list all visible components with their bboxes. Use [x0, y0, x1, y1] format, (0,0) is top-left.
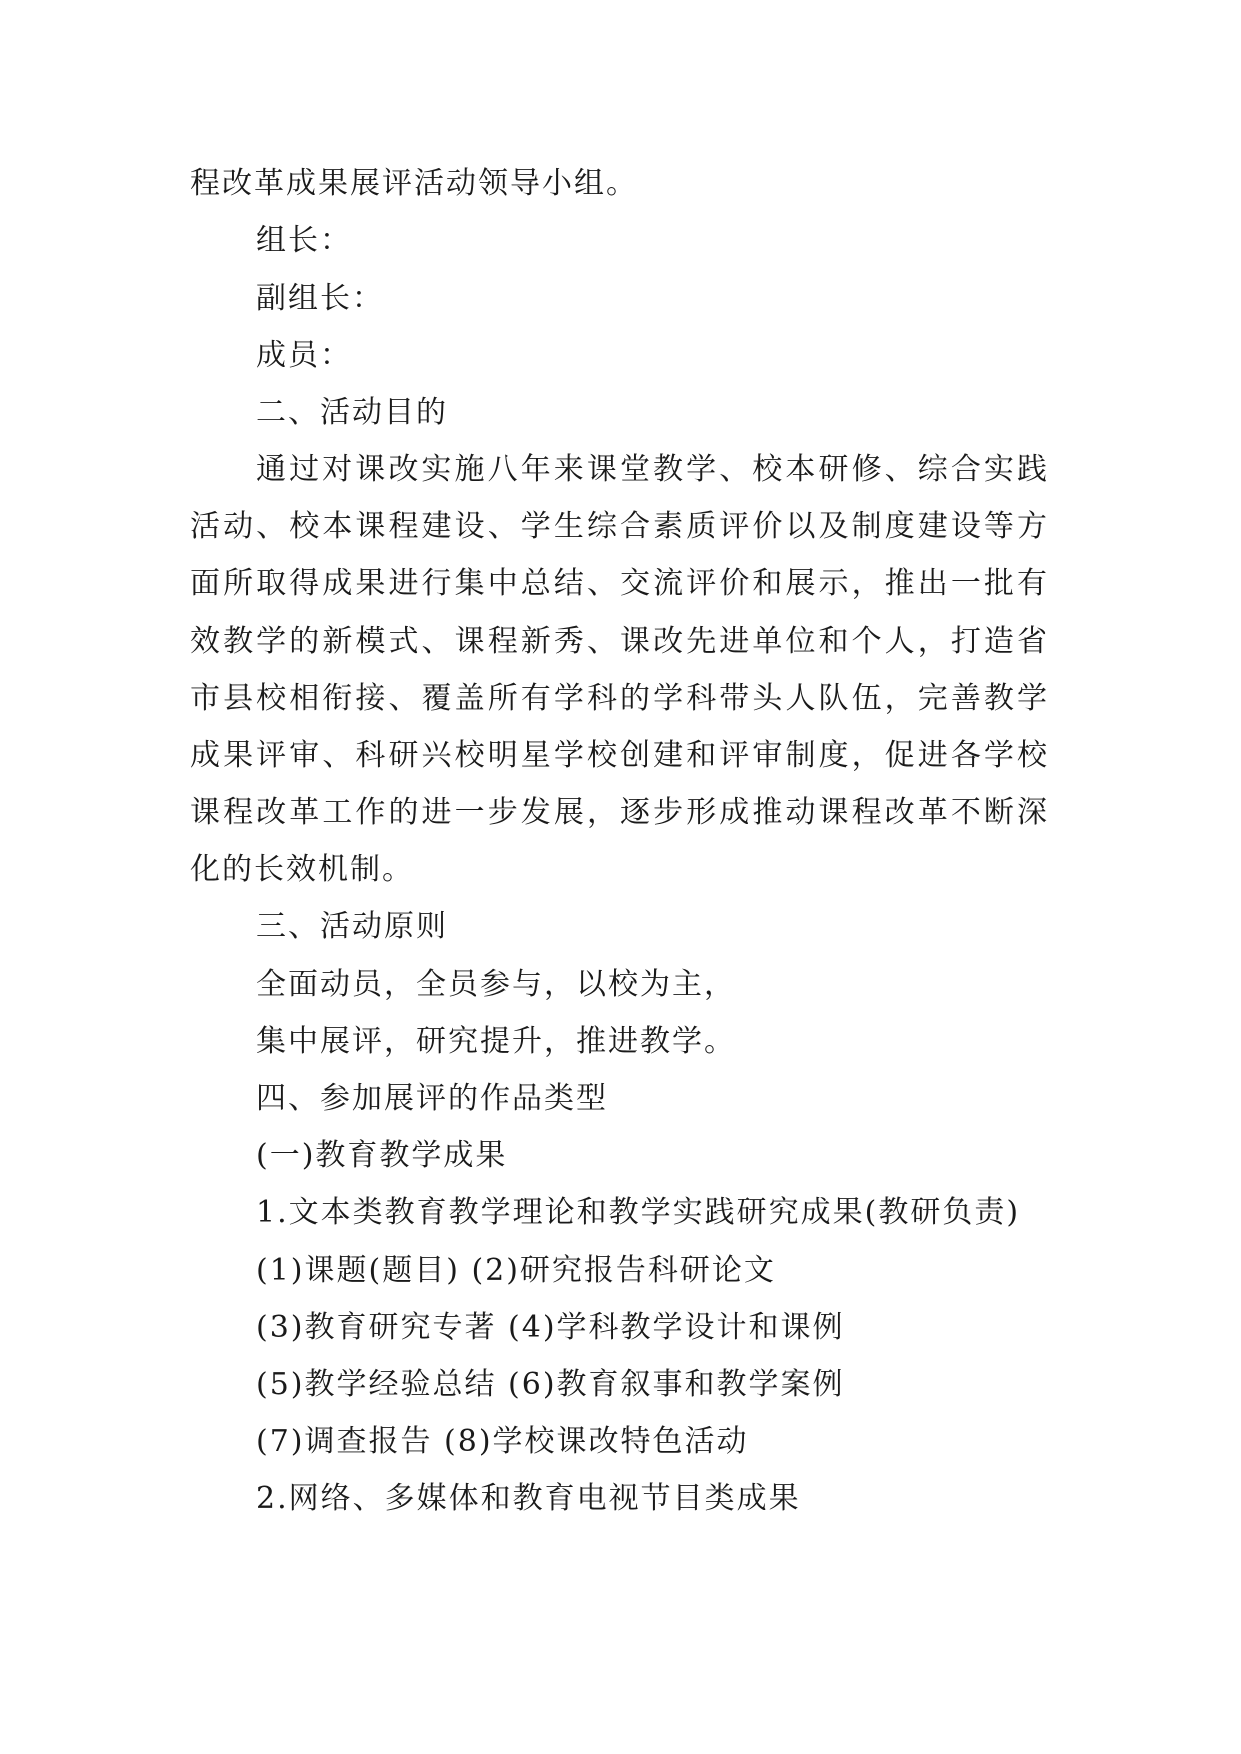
list-item: (7)调查报告 (8)学校课改特色活动 — [256, 1424, 749, 1459]
principle-line: 全面动员，全员参与，以校为主， — [256, 967, 736, 1002]
paragraph-line: 活动、校本课程建设、学生综合素质评价以及制度建设等方 — [190, 509, 1047, 544]
paragraph-line: 效教学的新模式、课程新秀、课改先进单位和个人，打造省 — [190, 624, 1047, 659]
paragraph-line: 课程改革工作的进一步发展，逐步形成推动课程改革不断深 — [190, 795, 1047, 830]
group-leader-line: 组长： — [256, 223, 352, 258]
section-heading: 二、活动目的 — [256, 395, 448, 430]
list-item: 1.文本类教育教学理论和教学实践研究成果(教研负责) — [256, 1195, 1021, 1230]
paragraph-line: 面所取得成果进行集中总结、交流评价和展示，推出一批有 — [190, 566, 1047, 601]
paragraph-line: 通过对课改实施八年来课堂教学、校本研修、综合实践 — [256, 452, 1047, 487]
list-item: (3)教育研究专著 (4)学科教学设计和课例 — [256, 1310, 845, 1345]
paragraph-line: 市县校相衔接、覆盖所有学科的学科带头人队伍，完善教学 — [190, 681, 1047, 716]
deputy-leader-line: 副组长： — [256, 281, 384, 316]
subsection-heading: (一)教育教学成果 — [256, 1138, 508, 1173]
section-heading: 四、参加展评的作品类型 — [256, 1081, 608, 1116]
list-item: (1)课题(题目) (2)研究报告科研论文 — [256, 1253, 776, 1288]
paragraph-line: 成果评审、科研兴校明星学校创建和评审制度，促进各学校 — [190, 738, 1047, 773]
list-item: 2.网络、多媒体和教育电视节目类成果 — [256, 1481, 801, 1516]
paragraph-line: 程改革成果展评活动领导小组。 — [190, 166, 638, 201]
list-item: (5)教学经验总结 (6)教育叙事和教学案例 — [256, 1367, 845, 1402]
members-line: 成员： — [256, 338, 352, 373]
section-heading: 三、活动原则 — [256, 909, 448, 944]
principle-line: 集中展评，研究提升，推进教学。 — [256, 1024, 736, 1059]
paragraph-line: 化的长效机制。 — [190, 852, 414, 887]
